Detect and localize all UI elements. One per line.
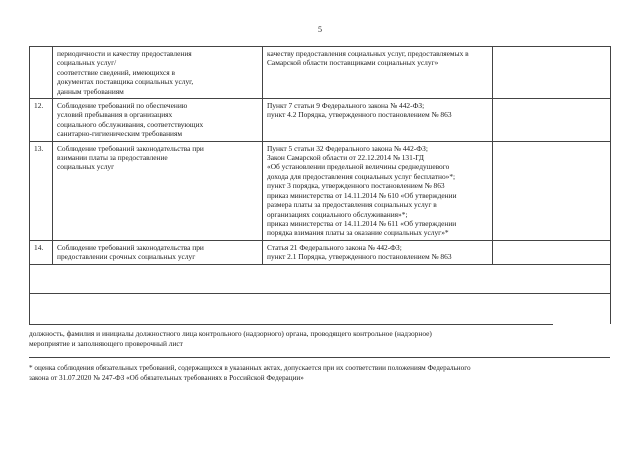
legal-basis-line: пункт 3 порядка, утвержденного постановлением № 863 bbox=[267, 181, 445, 191]
legal-basis-line: качеству предоставления социальных услуг, предоставляемых в bbox=[267, 49, 469, 58]
legal-basis-line: дохода для предоставления социальных услуг бесплатно»*; bbox=[267, 171, 456, 181]
answer-cell bbox=[493, 141, 611, 240]
row-number bbox=[30, 47, 53, 99]
checklist-table bbox=[29, 46, 611, 324]
requirement-line: данным требованиям bbox=[57, 86, 124, 96]
table-row bbox=[30, 47, 611, 99]
legal-basis-cell bbox=[263, 141, 493, 240]
legal-basis-line: «Об установлении предельной величины среднедушевого bbox=[267, 162, 450, 172]
requirement-line: социальных услуг bbox=[57, 162, 115, 172]
requirement-line: документах поставщика социальных услуг, bbox=[57, 77, 194, 87]
page-number: 5 bbox=[318, 25, 322, 34]
requirement-line: Соблюдение требований законодательства при bbox=[57, 143, 204, 153]
footnote bbox=[29, 363, 610, 383]
footnote-rule bbox=[29, 357, 610, 358]
legal-basis-line: Пункт 5 статьи 32 Федерального закона № 442-ФЗ; bbox=[267, 143, 428, 153]
footnote-line: закона от 31.07.2020 № 247-ФЗ «Об обязательных требованиях в Российской Федерации» bbox=[29, 374, 304, 382]
legal-basis-line: размера платы за предоставления социальных услуг в bbox=[267, 200, 437, 210]
requirement-cell bbox=[53, 99, 263, 142]
answer-cell bbox=[493, 47, 611, 99]
requirement-line: периодичности и качеству предоставления bbox=[57, 49, 192, 58]
legal-basis-line: Закон Самарской области от 22.12.2014 № 131-ГД bbox=[267, 153, 424, 163]
answer-cell bbox=[493, 240, 611, 264]
row-number: 13. bbox=[30, 141, 53, 240]
table-row bbox=[30, 141, 611, 240]
requirement-cell bbox=[53, 47, 263, 99]
signature-row bbox=[30, 293, 611, 324]
requirement-line: соответствие сведений, имеющихся в bbox=[57, 67, 176, 77]
legal-basis-line: пункт 2.1 Порядка, утвержденного постановлением № 863 bbox=[267, 252, 452, 262]
requirement-line: Соблюдение требований по обеспечению bbox=[57, 101, 188, 111]
legal-basis-line: пункт 4.2 Порядка, утвержденного постановлением № 863 bbox=[267, 110, 452, 120]
signature-cell bbox=[30, 293, 611, 324]
legal-basis-line: Самарской области поставщиками социальных услуг» bbox=[267, 58, 439, 68]
signature-caption-line: должность, фамилия и инициалы должностного лица контрольного (надзорного) органа, проводящего контрольное (надзорное) bbox=[29, 329, 432, 338]
requirement-line: социального обслуживания, соответствующих bbox=[57, 119, 204, 129]
legal-basis-line: Статья 21 Федерального закона № 442-ФЗ; bbox=[267, 242, 402, 252]
legal-basis-line: Пункт 7 статьи 9 Федерального закона № 442-ФЗ; bbox=[267, 101, 425, 111]
requirement-line: санитарно-гигиеническим требованиям bbox=[57, 129, 183, 139]
table-row bbox=[30, 240, 611, 264]
table-row bbox=[30, 99, 611, 142]
requirement-line: условий пребывания в организациях bbox=[57, 110, 173, 120]
requirement-line: социальных услуг/ bbox=[57, 58, 117, 68]
empty-cell bbox=[30, 264, 611, 293]
legal-basis-cell bbox=[263, 47, 493, 99]
signature-caption-line: мероприятие и заполняющего проверочный лист bbox=[29, 339, 183, 348]
empty-row bbox=[30, 264, 611, 293]
row-number: 12. bbox=[30, 99, 53, 142]
requirement-cell bbox=[53, 141, 263, 240]
legal-basis-cell bbox=[263, 99, 493, 142]
footnote-line: * оценка соблюдения обязательных требований, содержащихся в указанных актах, допускается при их соответствии положениям Федерального bbox=[29, 364, 471, 372]
legal-basis-line: порядка взимания платы за оказание социальных услуг»* bbox=[267, 228, 449, 238]
row-number: 14. bbox=[30, 240, 53, 264]
answer-cell bbox=[493, 99, 611, 142]
signature-line bbox=[29, 324, 553, 325]
requirement-cell bbox=[53, 240, 263, 264]
requirement-line: предоставлении срочных социальных услуг bbox=[57, 252, 196, 262]
legal-basis-line: организациях социального обслуживания»*; bbox=[267, 209, 408, 219]
requirement-line: Соблюдение требований законодательства при bbox=[57, 242, 204, 252]
legal-basis-line: приказ министерства от 14.11.2014 № 610 «Об утверждении bbox=[267, 190, 457, 200]
legal-basis-cell bbox=[263, 240, 493, 264]
requirement-line: взимании платы за предоставление bbox=[57, 153, 168, 163]
legal-basis-line: приказ министерства от 14.11.2014 № 611 «Об утверждении bbox=[267, 218, 457, 228]
signature-caption bbox=[29, 329, 610, 349]
